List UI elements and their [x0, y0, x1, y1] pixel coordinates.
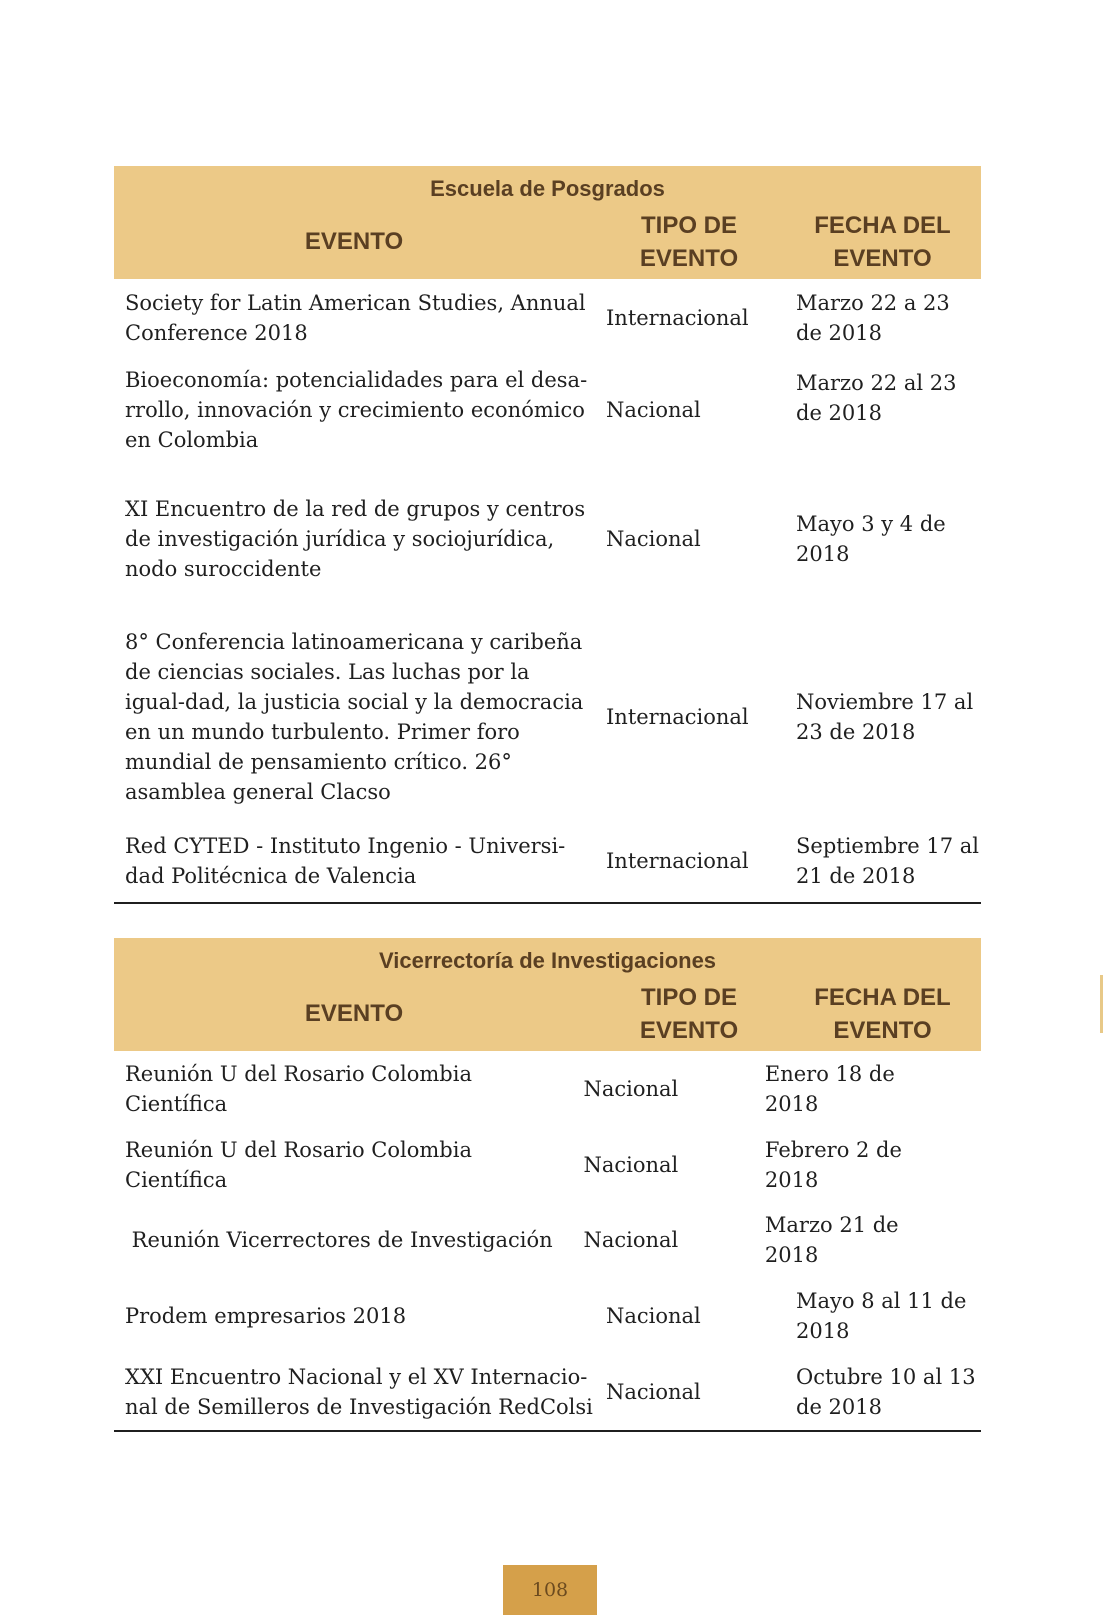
table-header: [114, 166, 981, 279]
tipo-cell: Nacional: [583, 1228, 679, 1252]
fecha-cell: Septiembre 17 al 21 de 2018: [796, 833, 979, 888]
tipo-cell: Nacional: [606, 527, 701, 551]
evento-cell: 8° Conferencia latinoamericana y caribeña de ciencias sociales. Las luchas por la igual-dad, la justicia social y la democracia en un mundo turbulento. Primer foro mundial de pensamiento crítico. 26° asamblea general Clacso: [125, 629, 584, 804]
table-title: Escuela de Posgrados: [430, 176, 665, 201]
evento-cell: Reunión U del Rosario Colombia Científica: [125, 1062, 472, 1116]
table-row: [114, 464, 981, 614]
fecha-cell: Octubre 10 al 13 de 2018: [796, 1364, 976, 1419]
page-number: 108: [503, 1565, 597, 1615]
fecha-cell: Enero 18 de 2018: [764, 1062, 895, 1116]
tipo-cell: Nacional: [606, 1303, 701, 1328]
table-header: [114, 938, 981, 1051]
fecha-cell: Noviembre 17 al 23 de 2018: [796, 689, 974, 744]
tipo-cell: Internacional: [606, 704, 749, 729]
evento-cell: Reunión U del Rosario Colombia Científica: [125, 1137, 472, 1192]
table-row: [114, 819, 981, 904]
table-row: [114, 356, 981, 464]
col-header-tipo: TIPO DE EVENTO: [639, 211, 739, 272]
fecha-cell: Marzo 22 al 23 de 2018: [796, 371, 957, 425]
tipo-cell: Nacional: [583, 1077, 679, 1101]
tipo-cell: Internacional: [606, 848, 749, 873]
table-escuela-posgrados: [114, 166, 981, 904]
table-row: [114, 1127, 981, 1202]
tipo-cell: Internacional: [606, 305, 749, 330]
fecha-cell: Febrero 2 de 2018: [764, 1137, 902, 1192]
table-row: [114, 1353, 981, 1432]
tipo-cell: Nacional: [583, 1152, 679, 1177]
col-header-evento: EVENTO: [304, 228, 404, 255]
fecha-cell: Mayo 3 y 4 de 2018: [796, 512, 946, 566]
table-title: Vicerrectoría de Investigaciones: [378, 948, 717, 973]
fecha-cell: Marzo 22 a 23 de 2018: [796, 290, 950, 345]
evento-cell: Red CYTED - Instituto Ingenio - Universi-dad Politécnica de Valencia: [125, 833, 566, 888]
evento-cell: XXI Encuentro Nacional y el XV Internacio-nal de Semilleros de Investigación RedColsi: [125, 1364, 593, 1419]
col-header-fecha: FECHA DEL EVENTO: [814, 983, 951, 1044]
table-row: [114, 614, 981, 819]
fecha-cell: Mayo 8 al 11 de 2018: [796, 1288, 967, 1343]
evento-cell: XI Encuentro de la red de grupos y centros de investigación jurídica y sociojurídica, nodo suroccidente: [125, 497, 586, 581]
fecha-cell: Marzo 21 de 2018: [764, 1213, 899, 1267]
col-header-tipo: TIPO DE EVENTO: [639, 983, 739, 1044]
evento-cell: Society for Latin American Studies, Annual Conference 2018: [125, 290, 586, 345]
col-header-fecha: FECHA DEL EVENTO: [814, 211, 951, 272]
table-vicerrectoria-investigaciones: [114, 938, 981, 1432]
table-row: [114, 1051, 981, 1127]
evento-cell: Prodem empresarios 2018: [125, 1303, 407, 1328]
tipo-cell: Nacional: [606, 398, 701, 422]
table-row: [114, 279, 981, 356]
evento-cell: Bioeconomía: potencialidades para el desa-rrollo, innovación y crecimiento económico en Colombia: [125, 368, 588, 452]
evento-cell: Reunión Vicerrectores de Investigación: [125, 1228, 553, 1252]
tipo-cell: Nacional: [606, 1379, 701, 1404]
col-header-evento: EVENTO: [304, 1000, 404, 1027]
table-row: [114, 1202, 981, 1278]
table-row: [114, 1278, 981, 1353]
